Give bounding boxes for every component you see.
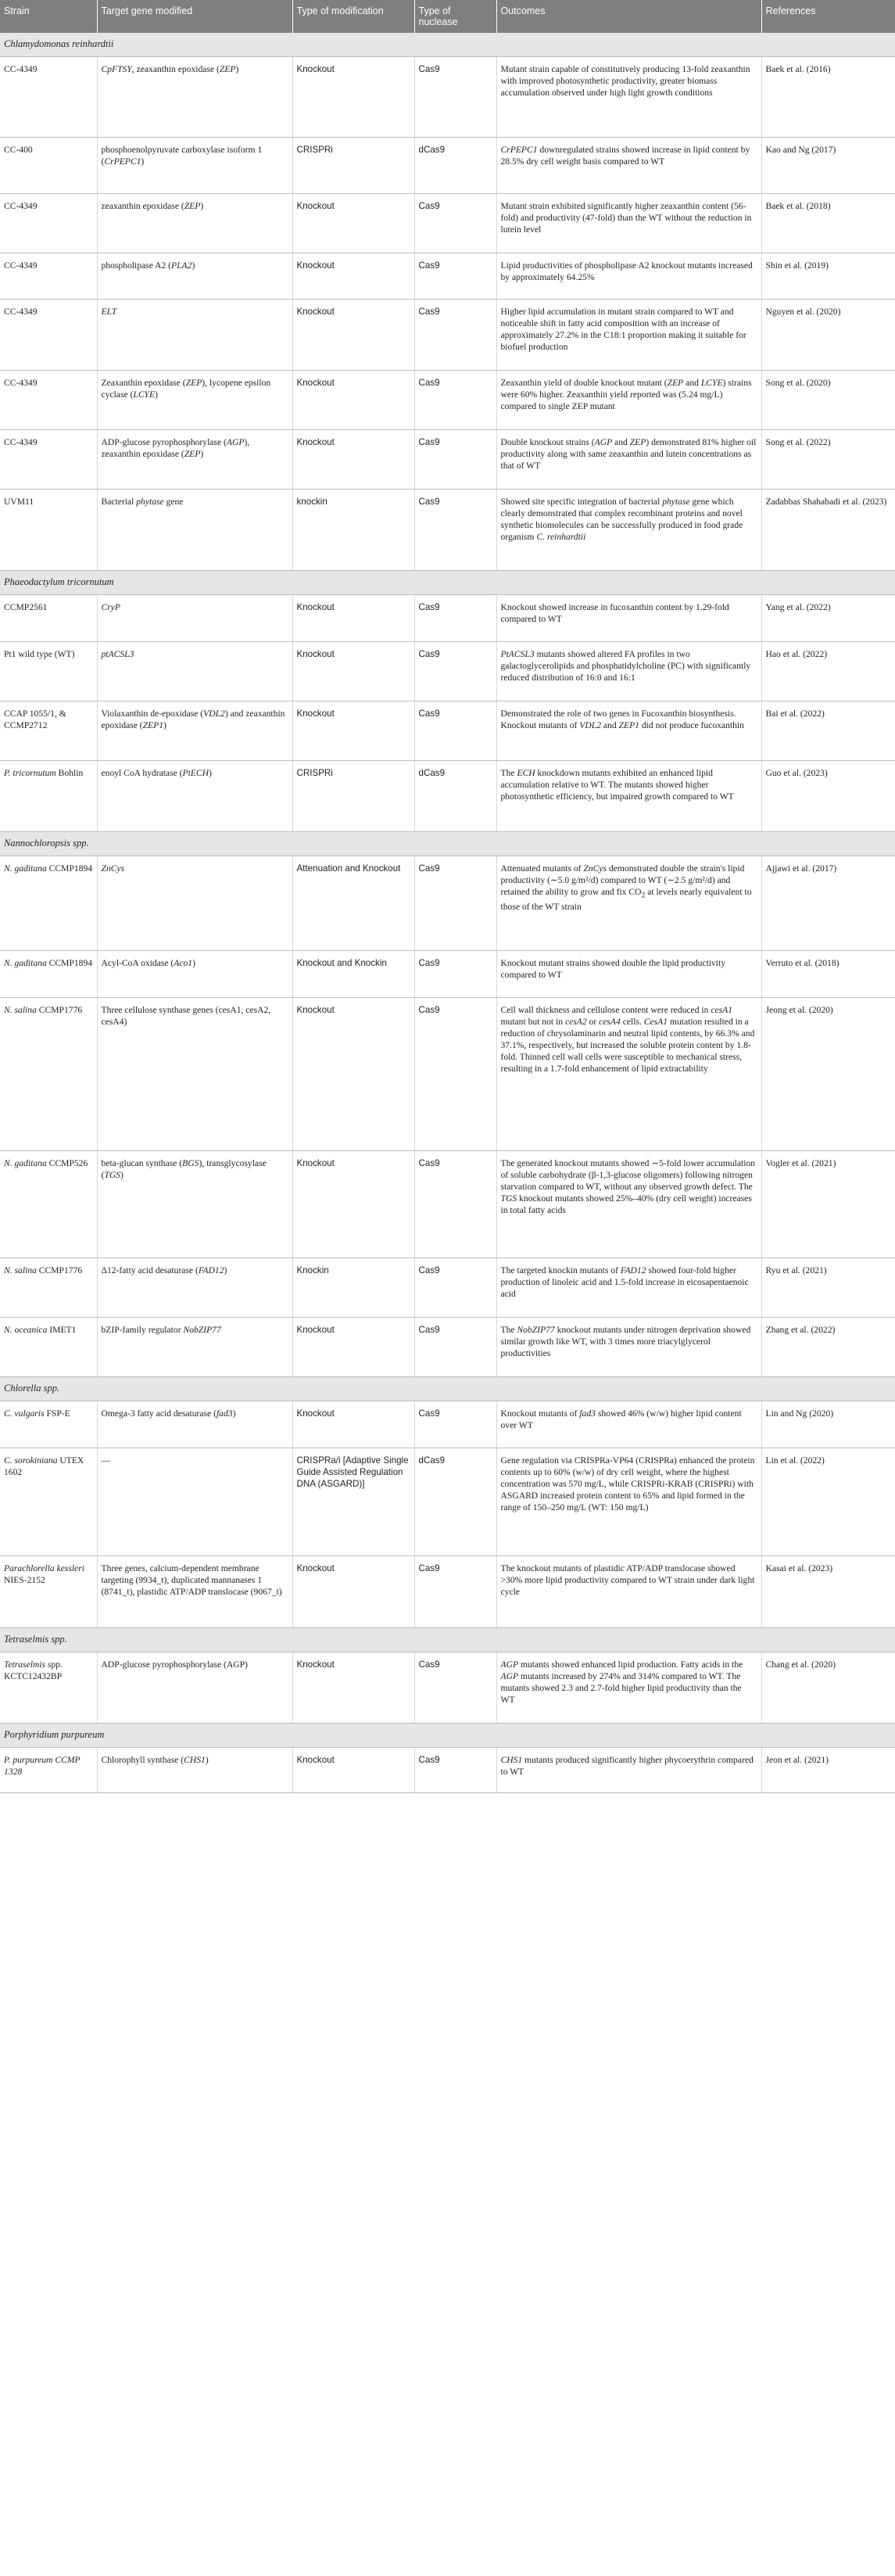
table-row: [0, 595, 895, 642]
nuclease-cell: dCas9: [414, 761, 496, 832]
reference-cell: Bai et al. (2022): [761, 701, 895, 761]
modification-cell: Attenuation and Knockout: [292, 856, 414, 951]
strain-cell: CC-4349: [0, 371, 97, 430]
group-header-row: [0, 1628, 895, 1652]
reference-cell: Zadabbas Shahabadi et al. (2023): [761, 490, 895, 571]
modification-cell: knockin: [292, 490, 414, 571]
strain-cell: C. vulgaris FSP-E: [0, 1401, 97, 1448]
reference-cell: Hao et al. (2022): [761, 642, 895, 701]
reference-cell: Ryu et al. (2021): [761, 1258, 895, 1318]
group-header-row: [0, 1377, 895, 1401]
group-title: Nannochloropsis spp.: [0, 832, 895, 856]
strain-cell: CC-4349: [0, 253, 97, 300]
modification-cell: Knockout: [292, 998, 414, 1151]
table-row: [0, 951, 895, 998]
table-row: [0, 1401, 895, 1448]
nuclease-cell: Cas9: [414, 371, 496, 430]
target-gene-cell: ELT: [97, 300, 292, 371]
target-gene-cell: Bacterial phytase gene: [97, 490, 292, 571]
table-row: [0, 761, 895, 832]
outcome-cell: Lipid productivities of phospholipase A2 knockout mutants increased by approximately 64.25%: [496, 253, 761, 300]
outcome-cell: Gene regulation via CRISPRa-VP64 (CRISPRa) enhanced the protein contents up to 60% (w/w) of dry cell weight, where the highest concentration was 570 mg/L, while CRISPRi-KRAB (CRISPRi) with ASGARD increased protein content to 65% and lipid formed in the range of 150–250 mg/L (WT: 150 mg/L): [496, 1448, 761, 1556]
outcome-cell: Higher lipid accumulation in mutant strain compared to WT and noticeable shift in fatty acid composition with an increase of approximately 27.2% in the C18:1 proportion making it suitable for biofuel production: [496, 300, 761, 371]
modification-cell: Knockout: [292, 1556, 414, 1628]
strain-cell: CCMP2561: [0, 595, 97, 642]
outcome-cell: CrPEPC1 downregulated strains showed increase in lipid content by 28.5% dry cell weight basis compared to WT: [496, 138, 761, 194]
modification-cell: CRISPRa/i [Adaptive Single Guide Assisted Regulation DNA (ASGARD)]: [292, 1448, 414, 1556]
target-gene-cell: ADP-glucose pyrophosphorylase (AGP), zeaxanthin epoxidase (ZEP): [97, 430, 292, 490]
group-title: Chlorella spp.: [0, 1377, 895, 1401]
modification-cell: Knockin: [292, 1258, 414, 1318]
table-row: [0, 1652, 895, 1724]
reference-cell: Nguyen et al. (2020): [761, 300, 895, 371]
nuclease-cell: Cas9: [414, 490, 496, 571]
table-row: [0, 430, 895, 490]
target-gene-cell: ADP-glucose pyrophosphorylase (AGP): [97, 1652, 292, 1724]
outcome-cell: The NobZIP77 knockout mutants under nitrogen deprivation showed similar growth like WT, with 3 times more triacylglycerol productivities: [496, 1318, 761, 1377]
nuclease-cell: dCas9: [414, 1448, 496, 1556]
target-gene-cell: CpFTSY, zeaxanthin epoxidase (ZEP): [97, 57, 292, 138]
outcome-cell: AGP mutants showed enhanced lipid production. Fatty acids in the AGP mutants increased by 274% and 314% compared to WT. The mutants showed 2.3 and 2.7-fold higher lipid productivity than the WT: [496, 1652, 761, 1724]
nuclease-cell: Cas9: [414, 1748, 496, 1793]
nuclease-cell: Cas9: [414, 595, 496, 642]
outcome-cell: Mutant strain capable of constitutively producing 13-fold zeaxanthin with improved photosynthetic productivity, greater biomass accumulation observed under high light growth conditions: [496, 57, 761, 138]
nuclease-cell: Cas9: [414, 253, 496, 300]
modification-cell: Knockout: [292, 701, 414, 761]
table-row: [0, 371, 895, 430]
reference-cell: Ajjawi et al. (2017): [761, 856, 895, 951]
reference-cell: Kasai et al. (2023): [761, 1556, 895, 1628]
nuclease-cell: Cas9: [414, 642, 496, 701]
target-gene-cell: zeaxanthin epoxidase (ZEP): [97, 194, 292, 253]
nuclease-cell: Cas9: [414, 430, 496, 490]
group-header-row: [0, 571, 895, 595]
strain-cell: CCAP 1055/1, & CCMP2712: [0, 701, 97, 761]
target-gene-cell: Chlorophyll synthase (CHS1): [97, 1748, 292, 1793]
strain-cell: UVM11: [0, 490, 97, 571]
table-row: [0, 194, 895, 253]
outcome-cell: The targeted knockin mutants of FAD12 showed four-fold higher production of linoleic acid and 1.5-fold increase in eicosapentaenoic acid: [496, 1258, 761, 1318]
outcome-cell: PtACSL3 mutants showed altered FA profiles in two galactoglycerolipids and phosphatidylcholine (PC) with significantly reduced distribution of 16:0 and 16:1: [496, 642, 761, 701]
modification-cell: Knockout: [292, 595, 414, 642]
reference-cell: Shin et al. (2019): [761, 253, 895, 300]
nuclease-cell: Cas9: [414, 1401, 496, 1448]
table-row: [0, 1258, 895, 1318]
reference-cell: Lin et al. (2022): [761, 1448, 895, 1556]
reference-cell: Baek et al. (2016): [761, 57, 895, 138]
target-gene-cell: Omega-3 fatty acid desaturase (fad3): [97, 1401, 292, 1448]
strain-cell: N. salina CCMP1776: [0, 998, 97, 1151]
target-gene-cell: Three cellulose synthase genes (cesA1, cesA2, cesA4): [97, 998, 292, 1151]
reference-cell: Baek et al. (2018): [761, 194, 895, 253]
target-gene-cell: Δ12-fatty acid desaturase (FAD12): [97, 1258, 292, 1318]
outcome-cell: Knockout showed increase in fucoxanthin content by 1.29-fold compared to WT: [496, 595, 761, 642]
strain-cell: CC-4349: [0, 194, 97, 253]
target-gene-cell: ptACSL3: [97, 642, 292, 701]
reference-cell: Zhang et al. (2022): [761, 1318, 895, 1377]
header-row: [0, 0, 895, 33]
table-row: [0, 642, 895, 701]
table-row: [0, 1151, 895, 1258]
reference-cell: Vogler et al. (2021): [761, 1151, 895, 1258]
outcome-cell: The knockout mutants of plastidic ATP/ADP translocase showed >30% more lipid productivity compared to WT strain under dark light cycle: [496, 1556, 761, 1628]
outcome-cell: The ECH knockdown mutants exhibited an enhanced lipid accumulation relative to WT. The mutants showed higher photosynthetic efficiency, but impaired growth compared to WT: [496, 761, 761, 832]
table-row: [0, 998, 895, 1151]
reference-cell: Jeon et al. (2021): [761, 1748, 895, 1793]
table-row: [0, 490, 895, 571]
group-header-row: [0, 33, 895, 57]
nuclease-cell: Cas9: [414, 57, 496, 138]
modification-cell: CRISPRi: [292, 138, 414, 194]
strain-cell: C. sorokiniana UTEX 1602: [0, 1448, 97, 1556]
outcome-cell: Knockout mutants of fad3 showed 46% (w/w) higher lipid content over WT: [496, 1401, 761, 1448]
target-gene-cell: CryP: [97, 595, 292, 642]
reference-cell: Verruto et al. (2018): [761, 951, 895, 998]
modification-cell: Knockout and Knockin: [292, 951, 414, 998]
nuclease-cell: Cas9: [414, 1318, 496, 1377]
nuclease-cell: Cas9: [414, 1556, 496, 1628]
header-target-gene: Target gene modified: [97, 0, 292, 33]
nuclease-cell: Cas9: [414, 856, 496, 951]
table-row: [0, 1556, 895, 1628]
target-gene-cell: bZIP-family regulator NobZIP77: [97, 1318, 292, 1377]
target-gene-cell: Violaxanthin de-epoxidase (VDL2) and zeaxanthin epoxidase (ZEP1): [97, 701, 292, 761]
modification-cell: Knockout: [292, 194, 414, 253]
target-gene-cell: beta-glucan synthase (BGS), transglycosylase (TGS): [97, 1151, 292, 1258]
strain-cell: CC-4349: [0, 300, 97, 371]
modification-cell: CRISPRi: [292, 761, 414, 832]
outcome-cell: The generated knockout mutants showed ∼5-fold lower accumulation of soluble carbohydrate (β-1,3-glucose oligomers) following nitrogen starvation compared to WT, without any observed growth defect. The TGS knockout mutants showed 25%–40% (dry cell weight) increases in total fatty acids: [496, 1151, 761, 1258]
strain-cell: Parachlorella kessleri NIES-2152: [0, 1556, 97, 1628]
target-gene-cell: phospholipase A2 (PLA2): [97, 253, 292, 300]
outcome-cell: Showed site specific integration of bacterial phytase gene which clearly demonstrated that complex recombinant proteins and novel synthetic biomolecules can be successfully produced in food grade organism C. reinhardtii: [496, 490, 761, 571]
table-row: [0, 1448, 895, 1556]
reference-cell: Yang et al. (2022): [761, 595, 895, 642]
strain-cell: N. oceanica IMET1: [0, 1318, 97, 1377]
table-row: [0, 1748, 895, 1793]
header-outcomes: Outcomes: [496, 0, 761, 33]
target-gene-cell: enoyl CoA hydratase (PtECH): [97, 761, 292, 832]
outcome-cell: Knockout mutant strains showed double the lipid productivity compared to WT: [496, 951, 761, 998]
target-gene-cell: Acyl-CoA oxidase (Aco1): [97, 951, 292, 998]
target-gene-cell: phosphoenolpyruvate carboxylase isoform 1 (CrPEPC1): [97, 138, 292, 194]
group-header-row: [0, 832, 895, 856]
reference-cell: Guo et al. (2023): [761, 761, 895, 832]
target-gene-cell: Zeaxanthin epoxidase (ZEP), lycopene epsilon cyclase (LCYE): [97, 371, 292, 430]
outcome-cell: CHS1 mutants produced significantly higher phycoerythrin compared to WT: [496, 1748, 761, 1793]
nuclease-cell: Cas9: [414, 300, 496, 371]
modification-cell: Knockout: [292, 1401, 414, 1448]
strain-cell: N. gaditana CCMP1894: [0, 856, 97, 951]
strain-cell: N. salina CCMP1776: [0, 1258, 97, 1318]
header-strain: Strain: [0, 0, 97, 33]
nuclease-cell: Cas9: [414, 951, 496, 998]
modification-cell: Knockout: [292, 371, 414, 430]
modification-cell: Knockout: [292, 253, 414, 300]
table-row: [0, 57, 895, 138]
nuclease-cell: Cas9: [414, 194, 496, 253]
strain-cell: P. purpureum CCMP 1328: [0, 1748, 97, 1793]
strain-cell: N. gaditana CCMP1894: [0, 951, 97, 998]
nuclease-cell: Cas9: [414, 1151, 496, 1258]
table-row: [0, 300, 895, 371]
outcome-cell: Demonstrated the role of two genes in Fucoxanthin biosynthesis. Knockout mutants of VDL2 and ZEP1 did not produce fucoxanthin: [496, 701, 761, 761]
table-row: [0, 138, 895, 194]
modification-cell: Knockout: [292, 300, 414, 371]
strain-cell: CC-4349: [0, 430, 97, 490]
strain-cell: Tetraselmis spp. KCTC12432BP: [0, 1652, 97, 1724]
group-header-row: [0, 1724, 895, 1748]
header-nuclease: Type of nuclease: [414, 0, 496, 33]
modification-cell: Knockout: [292, 1652, 414, 1724]
target-gene-cell: ZnCys: [97, 856, 292, 951]
strain-cell: P. tricornutum Bohlin: [0, 761, 97, 832]
header-references: References: [761, 0, 895, 33]
reference-cell: Kao and Ng (2017): [761, 138, 895, 194]
nuclease-cell: dCas9: [414, 138, 496, 194]
header-modification: Type of modification: [292, 0, 414, 33]
group-title: Tetraselmis spp.: [0, 1628, 895, 1652]
modification-cell: Knockout: [292, 1151, 414, 1258]
reference-cell: Lin and Ng (2020): [761, 1401, 895, 1448]
reference-cell: Jeong et al. (2020): [761, 998, 895, 1151]
target-gene-cell: —: [97, 1448, 292, 1556]
strain-cell: CC-4349: [0, 57, 97, 138]
strain-cell: Pt1 wild type (WT): [0, 642, 97, 701]
outcome-cell: Mutant strain exhibited significantly higher zeaxanthin content (56-fold) and productivity (47-fold) than the WT without the reduction in lutein level: [496, 194, 761, 253]
modification-cell: Knockout: [292, 642, 414, 701]
nuclease-cell: Cas9: [414, 1652, 496, 1724]
table-row: [0, 701, 895, 761]
modification-cell: Knockout: [292, 57, 414, 138]
outcome-cell: Attenuated mutants of ZnCys demonstrated double the strain's lipid productivity (∼5.0 g/m²/d) compared to WT (∼2.5 g/m²/d) and retained the ability to grow and fix $CO_2$ at levels nearly equivalent to those of the WT strain: [496, 856, 761, 951]
group-title: Phaeodactylum tricornutum: [0, 571, 895, 595]
modification-cell: Knockout: [292, 1318, 414, 1377]
reference-cell: Chang et al. (2020): [761, 1652, 895, 1724]
reference-cell: Song et al. (2022): [761, 430, 895, 490]
table-row: [0, 253, 895, 300]
table-body: [0, 33, 895, 1793]
strain-cell: N. gaditana CCMP526: [0, 1151, 97, 1258]
nuclease-cell: Cas9: [414, 1258, 496, 1318]
modification-cell: Knockout: [292, 430, 414, 490]
outcome-cell: Cell wall thickness and cellulose content were reduced in cesA1 mutant but not in cesA2 or cesA4 cells. CesA1 mutation resulted in a reduction of chrysolaminarin and neutral lipid contents, by 66.3% and 37.1%, respectively, but increased the soluble protein content by 1.8-fold. Thinned cell wall cells were susceptible to mechanical stress, resulting in a 1.7-fold enhancement of lipid extractability: [496, 998, 761, 1151]
outcome-cell: Zeaxanthin yield of double knockout mutant (ZEP and LCYE) strains were 60% higher. Zeaxanthin yield reported was (5.24 mg/L) compared to single ZEP mutant: [496, 371, 761, 430]
modification-cell: Knockout: [292, 1748, 414, 1793]
table-row: [0, 856, 895, 951]
outcome-cell: Double knockout strains (AGP and ZEP) demonstrated 81% higher oil productivity along with same zeaxanthin and lutein concentrations as that of WT: [496, 430, 761, 490]
nuclease-cell: Cas9: [414, 701, 496, 761]
strain-cell: CC-400: [0, 138, 97, 194]
target-gene-cell: Three genes, calcium-dependent membrane targeting (9934_t), duplicated mannanases 1 (8741_t), plastidic ATP/ADP translocase (9067_t): [97, 1556, 292, 1628]
group-title: Chlamydomonas reinhardtii: [0, 33, 895, 57]
group-title: Porphyridium purpureum: [0, 1724, 895, 1748]
nuclease-cell: Cas9: [414, 998, 496, 1151]
table-row: [0, 1318, 895, 1377]
reference-cell: Song et al. (2020): [761, 371, 895, 430]
